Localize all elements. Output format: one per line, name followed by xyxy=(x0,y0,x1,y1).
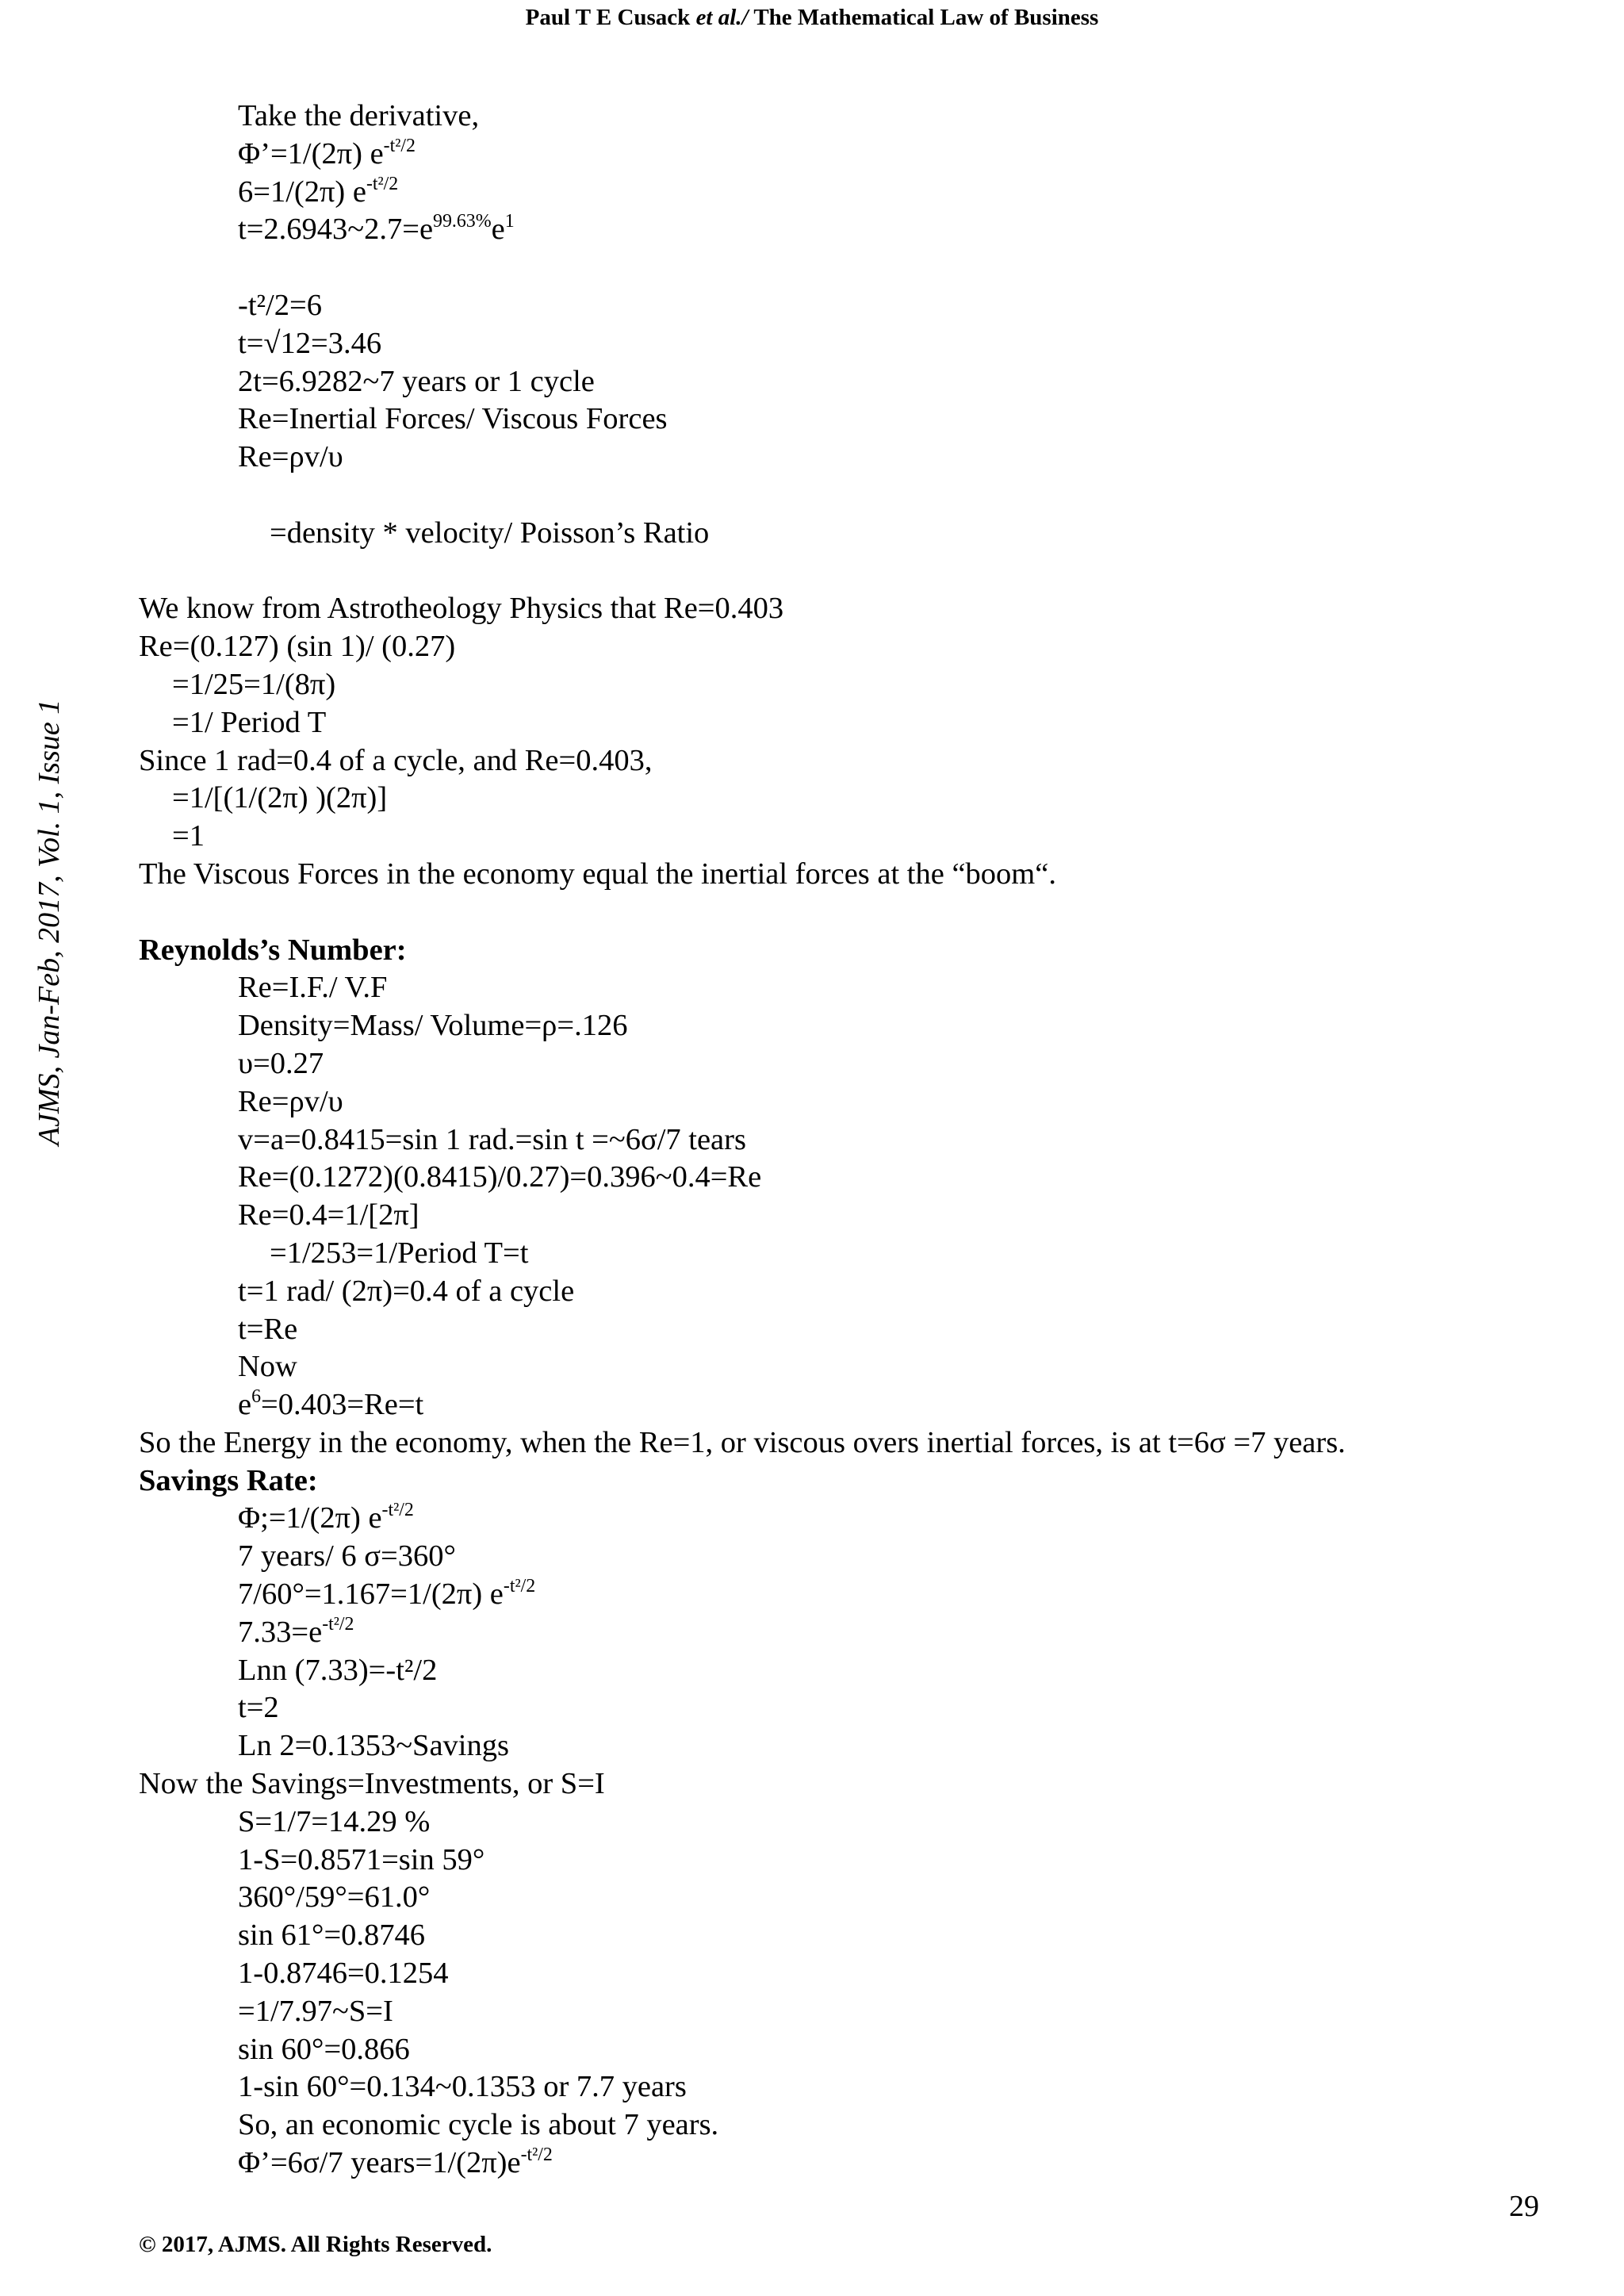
text-line xyxy=(139,1007,1590,1045)
text-line xyxy=(139,2031,1590,2069)
text-line xyxy=(139,1500,1590,1538)
text-run: Φ’=6σ/7 years=1/(2π)e xyxy=(238,2146,521,2180)
text-run: t=2 xyxy=(238,1691,279,1725)
superscript: -t²/2 xyxy=(520,2145,553,2166)
text-line xyxy=(139,1917,1590,1955)
text-line xyxy=(139,287,1590,325)
text-line xyxy=(139,1879,1590,1917)
text-run: Re=ρv/υ xyxy=(238,1084,343,1118)
text-run: Re=I.F./ V.F xyxy=(238,971,388,1005)
text-run: t=1 rad/ (2π)=0.4 of a cycle xyxy=(238,1274,575,1308)
text-run: Now xyxy=(238,1350,297,1384)
text-run: =1/ Period T xyxy=(172,705,327,739)
text-line xyxy=(139,1614,1590,1652)
text-line xyxy=(139,780,1590,818)
text-run: Ln 2=0.1353~Savings xyxy=(238,1729,509,1763)
text-line xyxy=(139,325,1590,363)
text-run: Re=(0.127) (sin 1)/ (0.27) xyxy=(139,630,456,664)
superscript: 99.63% xyxy=(433,211,492,232)
superscript: 6 xyxy=(251,1386,262,1408)
text-run: Lnn (7.33)=-t²/2 xyxy=(238,1653,438,1687)
header-author: Paul T E Cusack xyxy=(525,5,696,30)
text-run: =1/[(1/(2π) )(2π)] xyxy=(172,781,388,815)
text-run: 1-sin 60°=0.134~0.1353 or 7.7 years xyxy=(238,2070,687,2104)
text-run: =1/25=1/(8π) xyxy=(172,667,336,701)
text-line xyxy=(139,1121,1590,1159)
text-run: Since 1 rad=0.4 of a cycle, and Re=0.403, xyxy=(139,743,653,777)
text-run: 7.33=e xyxy=(238,1615,323,1649)
text-run: So the Energy in the economy, when the Re=1, or viscous overs inertial forces, is at t=6σ =7 years. xyxy=(139,1425,1346,1459)
text-line xyxy=(139,98,1590,136)
page-body xyxy=(139,98,1590,2183)
text-run: sin 60°=0.866 xyxy=(238,2032,410,2066)
superscript: -t²/2 xyxy=(366,173,399,194)
text-run: 7 years/ 6 σ=360° xyxy=(238,1539,456,1573)
text-line xyxy=(139,1803,1590,1842)
text-line xyxy=(139,704,1590,742)
text-run: =1 xyxy=(172,819,205,853)
text-line xyxy=(139,969,1590,1007)
text-line xyxy=(139,1159,1590,1197)
text-run: 7/60°=1.167=1/(2π) e xyxy=(238,1577,504,1612)
text-line xyxy=(139,628,1590,666)
text-run: 6=1/(2π) e xyxy=(238,174,366,209)
text-line xyxy=(139,1424,1590,1462)
text-run: =1/7.97~S=I xyxy=(238,1994,393,2028)
text-run: Savings Rate: xyxy=(139,1463,318,1497)
running-header xyxy=(0,3,1624,32)
text-line xyxy=(139,1386,1590,1424)
header-title: The Mathematical Law of Business xyxy=(748,5,1099,30)
text-run: 2t=6.9282~7 years or 1 cycle xyxy=(238,364,595,398)
text-run: sin 61°=0.8746 xyxy=(238,1918,426,1953)
text-line xyxy=(139,742,1590,780)
text-line xyxy=(139,2068,1590,2106)
text-line xyxy=(139,1842,1590,1880)
text-run: Density=Mass/ Volume=ρ=.126 xyxy=(238,1009,628,1043)
blank-line xyxy=(139,553,1590,591)
text-line xyxy=(139,1955,1590,1993)
text-line xyxy=(139,590,1590,628)
text-run: Now the Savings=Investments, or S=I xyxy=(139,1767,605,1801)
text-line xyxy=(139,818,1590,856)
text-run: t=2.6943~2.7=e xyxy=(238,213,434,247)
superscript: -t²/2 xyxy=(322,1614,354,1635)
text-line xyxy=(139,136,1590,174)
text-run: e xyxy=(491,213,505,247)
text-run: Reynolds’s Number: xyxy=(139,933,407,967)
superscript: 1 xyxy=(504,211,515,232)
blank-line xyxy=(139,477,1590,515)
text-run: S=1/7=14.29 % xyxy=(238,1804,431,1838)
text-line xyxy=(139,1652,1590,1690)
text-run: υ=0.27 xyxy=(238,1046,324,1080)
text-run: We know from Astrotheology Physics that Re=0.403 xyxy=(139,592,784,626)
text-run: -t²/2=6 xyxy=(238,288,322,322)
text-line xyxy=(139,1045,1590,1083)
superscript: -t²/2 xyxy=(381,1500,414,1521)
text-run: =1/253=1/Period T=t xyxy=(270,1236,529,1270)
text-line xyxy=(139,2106,1590,2145)
page-number: 29 xyxy=(1509,2190,1539,2223)
text-line xyxy=(139,1689,1590,1727)
text-line xyxy=(139,515,1590,553)
text-run: 360°/59°=61.0° xyxy=(238,1880,431,1915)
side-running-text-label: AJMS, Jan-Feb, 2017, Vol. 1, Issue 1 xyxy=(33,699,66,1146)
text-line xyxy=(139,1083,1590,1121)
text-run: Φ;=1/(2π) e xyxy=(238,1501,382,1535)
text-line xyxy=(139,363,1590,401)
text-run: t=√12=3.46 xyxy=(238,326,382,360)
text-line xyxy=(139,1576,1590,1614)
text-run: Re=(0.1272)(0.8415)/0.27)=0.396~0.4=Re xyxy=(238,1160,762,1194)
text-line xyxy=(139,1235,1590,1273)
text-line xyxy=(139,401,1590,439)
text-run: Take the derivative, xyxy=(238,99,480,132)
text-line xyxy=(139,1197,1590,1235)
text-run: e xyxy=(238,1388,252,1422)
text-line xyxy=(139,174,1590,212)
text-run: =0.403=Re=t xyxy=(261,1388,424,1422)
text-line xyxy=(139,1765,1590,1803)
text-line xyxy=(139,1993,1590,2031)
text-run: v=a=0.8415=sin 1 rad.=sin t =~6σ/7 tears xyxy=(238,1122,746,1156)
text-run: 1-0.8746=0.1254 xyxy=(238,1957,449,1991)
text-line xyxy=(139,1348,1590,1386)
text-line xyxy=(139,856,1590,894)
text-line xyxy=(139,1311,1590,1349)
superscript: -t²/2 xyxy=(383,136,416,156)
text-run: Re=ρv/υ xyxy=(238,440,343,474)
section-heading xyxy=(139,1462,1590,1501)
text-line xyxy=(139,211,1590,249)
text-line xyxy=(139,1538,1590,1576)
text-line xyxy=(139,439,1590,477)
text-run: Re=Inertial Forces/ Viscous Forces xyxy=(238,402,668,436)
text-line xyxy=(139,2145,1590,2183)
blank-line xyxy=(139,894,1590,932)
superscript: -t²/2 xyxy=(503,1576,536,1597)
text-run: The Viscous Forces in the economy equal the inertial forces at the “boom“. xyxy=(139,857,1056,891)
header-etal: et al./ xyxy=(695,5,749,30)
copyright-footer: © 2017, AJMS. All Rights Reserved. xyxy=(139,2232,492,2257)
section-heading xyxy=(139,932,1590,970)
text-line xyxy=(139,1273,1590,1311)
text-run: Re=0.4=1/[2π] xyxy=(238,1198,419,1232)
blank-line xyxy=(139,249,1590,287)
text-run: Φ’=1/(2π) e xyxy=(238,136,384,171)
text-run: t=Re xyxy=(238,1312,298,1346)
text-run: 1-S=0.8571=sin 59° xyxy=(238,1842,485,1876)
text-line xyxy=(139,666,1590,704)
text-run: =density * velocity/ Poisson’s Ratio xyxy=(270,516,710,550)
text-run: So, an economic cycle is about 7 years. xyxy=(238,2108,719,2142)
text-line xyxy=(139,1727,1590,1765)
